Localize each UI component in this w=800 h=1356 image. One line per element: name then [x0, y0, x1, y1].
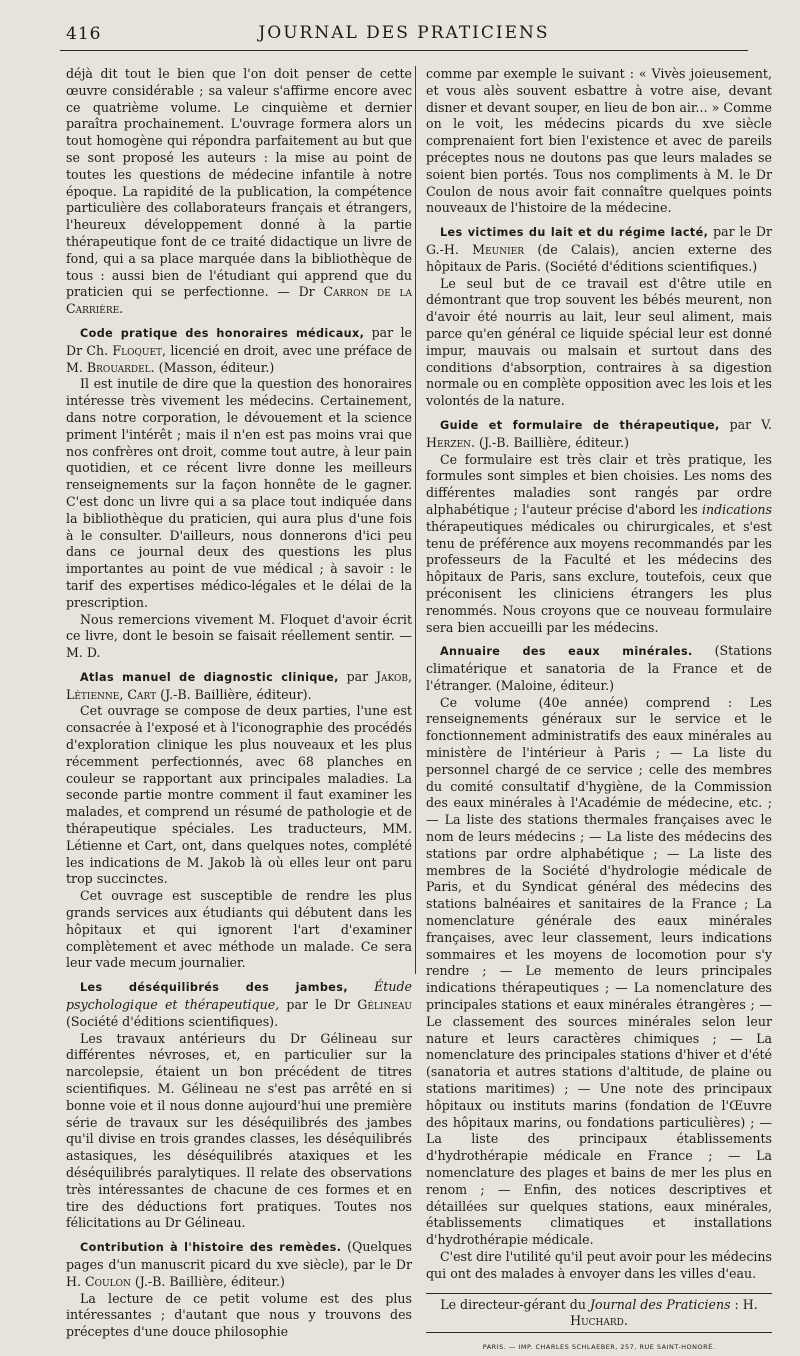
entry-body: C'est dire l'utilité qu'il peut avoir pour les médecins qui ont des malades à envoyer dans les villes d'eau.: [426, 1248, 772, 1281]
entry-body: Cet ouvrage est susceptible de rendre les plus grands services aux étudiants qui débutent dans les hôpitaux et qui ignorent l'art d'examiner complètement et avec méthode un malade. Ce sera leur vade mecum journalier.: [66, 888, 412, 971]
entry-author: Coulon: [85, 1273, 131, 1289]
printer-imprint: PARIS. — IMP. CHARLES SCHLAEBER, 257, RUE SAINT-HONORÉ.: [482, 1343, 716, 1352]
entry-author: Floquet: [112, 342, 163, 358]
entry-title: Annuaire des eaux minérales.: [440, 645, 693, 659]
director-text: .: [623, 1313, 628, 1329]
right-column: [426, 66, 772, 1356]
page-header: [60, 14, 748, 51]
entry-publisher: (J.-B. Baillière, éditeur.): [130, 1273, 285, 1289]
director-text: Le directeur-gérant du: [440, 1296, 590, 1312]
entry-title: Contribution à l'histoire des remèdes.: [80, 1241, 342, 1255]
entry-body-text: thérapeutiques médicales ou chirurgicales, et s'est tenu de préférence aux moyens recommandés par les professeurs de la Faculté et les médecins des hôpitaux de Paris, sans exclure, toutefois, ceux que préconisent les cliniciens étrangers les plus renommés. Nous croyons que ce nouveau formulaire sera bien accueilli par les médecins.: [426, 518, 772, 635]
entry-publisher: . (J.-B. Baillière, éditeur.): [471, 434, 630, 450]
entry-byline: par le Dr: [279, 997, 358, 1013]
entry-body: Le seul but de ce travail est d'être utile en démontrant que trop souvent les bébés meurent, non d'avoir été nourris au lait, leur seul aliment, mais parce qu'en général ce liquide spécial leur est donné impur, mauvais ou malsain et surtout dans des conditions d'absorption, contraires à sa digestion normale ou en complète opposition avec les lois et les volontés de la nature.: [426, 275, 772, 409]
review-entry-annuaire: [426, 643, 772, 1282]
entry-body-italic: indications: [701, 501, 772, 517]
page-number: 416: [66, 24, 102, 44]
entry-byline: par le Dr G.-H.: [426, 224, 773, 257]
entry-publisher: (J.-B. Baillière, éditeur).: [156, 686, 312, 702]
entry-body: Ce volume (40e année) comprend : Les renseignements généraux sur le service et le fonctionnement administratifs des eaux minérales au ministère de l'intérieur à Paris ; — La liste du personnel chargé de ce service ; celle des membres du comité consultatif d'hygiène, de la Commission des eaux minérales à l'Académie de médecine, etc. ; — La liste des stations thermales françaises avec le nom de leurs médecins ; — La liste des médecins des stations par ordre alphabétique ; — La liste des membres de la Société d'hydrologie médicale de Paris, et du Syndicat général des médecins des stations balnéaires et sanitaires de la France ; La nomenclature générale des eaux minérales françaises, avec leur classement, leurs indications sommaires et les moyens de locomotion pour s'y rendre ; — Le memento de leurs principales indications thérapeutiques ; — La nomenclature des principales stations et eaux minérales étrangères ; — Le classement des sources minérales selon leur nature et leurs caractères chimiques ; — La nomenclature des principales stations d'hiver et d'été (sanatoria et autres stations d'altitude, de plaine ou stations maritimes) ; — Une note des principaux hôpitaux ou instituts marins (fondation de l'Œuvre des hôpitaux marins, ou fondations particulières) ; — La liste des principaux établissements d'hydrothérapie médicale en France ; — La nomenclature des plages et bains de mer les plus en renom ; — Enfin, des notices descriptives et détaillées sur quelques stations, eaux minérales, établissements climatiques et installations d'hydrothérapie médicale.: [426, 694, 772, 1248]
entry-title: Code pratique des honoraires médicaux,: [80, 326, 365, 340]
entry-byline: par: [338, 668, 376, 684]
entry-author: Jakob, Létienne, Cart: [66, 668, 412, 702]
review-entry-desequilibres: [66, 979, 412, 1232]
entry-title: Les déséquilibrés des jambes,: [80, 981, 348, 995]
entry-publisher: . (Masson, éditeur.): [150, 359, 275, 375]
entry-publisher: (de Calais), ancien externe des hôpitaux de Paris. (Société d'éditions scientifiques.): [426, 241, 772, 274]
entry-subtitle: Étude psychologique et thérapeutique,: [66, 979, 412, 1013]
entry-title: Les victimes du lait et du régime lacté,: [440, 226, 709, 240]
entry-body: Nous remercions vivement M. Floquet d'avoir écrit ce livre, dont le besoin se faisait réellement sentir. — M. D.: [66, 611, 412, 661]
intro-text: déjà dit tout le bien que l'on doit penser de cette œuvre considérable ; sa valeur s'affirme encore avec ce quatrième volume. Le cinquième et dernier paraîtra prochainement. L'ouvrage formera alors un tout homogène qui répondra parfaitement au but que se sont proposé les auteurs : la mise au point de toutes les questions de médecine infantile à notre époque. La rapidité de la publication, la compétence particulière des collaborateurs français et étrangers, l'heureux développement donné à la partie thérapeutique font de ce traité didactique un livre de fond, qui a sa place marquée dans la bibliothèque de tous : aussi bien de l'étudiant qui apprend que du praticien qui se perfectionne. — Dr: [66, 66, 412, 300]
entry-body: Cet ouvrage se compose de deux parties, l'une est consacrée à l'exposé et à l'iconographie des procédés d'exploration clinique les plus nouveaux et les plus récemment perfectionnés, avec 68 planches en couleur se rapportant aux principales maladies. La seconde partie montre comment il faut examiner les malades, et comprend un résumé de pathologie et de thérapeutique spéciales. Les traducteurs, MM. Létienne et Cart, ont, dans quelques notes, complété les indications de M. Jakob là où elles leur ont paru trop succinctes.: [66, 703, 412, 887]
entry-byline: par le Dr Ch.: [66, 324, 412, 358]
entry-byline: par V.: [719, 416, 772, 432]
entry-author: Gélineau: [357, 997, 412, 1013]
entry-body: La lecture de ce petit volume est des plus intéressantes ; d'autant que nous y trouvons des préceptes d'une douce philosophie: [66, 1290, 412, 1340]
intro-paragraph: [66, 66, 412, 318]
continued-paragraph: comme par exemple le suivant : « Vivès joieusement, et vous alès souvent esbattre à votre aise, devant disner et devant souper, en lieu de bon air... » Comme on le voit, les médecins picards du xve siècle comprenaient fort bien l'existence et avec de pareils préceptes nous ne doutons pas que leurs malades se soient bien portés. Tous nos compliments à M. le Dr Coulon de nous avoir fait connaître quelques points nouveaux de l'histoire de la médecine.: [426, 66, 772, 216]
entry-preface-author: Brouardel: [86, 359, 151, 375]
entry-publisher: (Société d'éditions scientifiques).: [66, 1013, 279, 1029]
column-divider: [415, 66, 416, 974]
review-entry-atlas: [66, 669, 412, 972]
review-entry-formulaire: [426, 417, 772, 636]
entry-body-text: Ce formulaire est très clair et très pratique, les formules sont simples et bien choisies. Les noms des différentes maladies sont rangés par ordre alphabétique ; l'auteur précise d'abord les: [426, 451, 772, 517]
journal-title: JOURNAL DES PRATICIENS: [258, 23, 550, 43]
entry-body: Les travaux antérieurs du Dr Gélineau sur différentes névroses, et, en particulier sur la narcolepsie, étaient un bon précédent de titres scientifiques. M. Gélineau ne s'est pas arrêté en si bonne voie et il nous donne aujourd'hui une première série de travaux sur les déséquilibrés des jambes qu'il divise en trois grandes classes, les déséquilibrés astasiques, les déséquilibrés ataxiques et les déséquilibrés paralytiques. Il relate des observations très intéressantes de chacune de ces formes et en tire des déductions fort pratiques. Toutes nos félicitations au Dr Gélineau.: [66, 1030, 412, 1231]
entry-byline: (Quelques pages d'un manuscrit picard du xve siècle), par le Dr H.: [66, 1239, 412, 1289]
director-line: [426, 1293, 772, 1334]
entry-title: Guide et formulaire de thérapeutique,: [440, 418, 720, 432]
entry-body: Il est inutile de dire que la question des honoraires intéresse très vivement les médecins. Certainement, dans notre corporation, le dévouement et la science priment l'intérêt ; mais il n'en est pas moins vrai que nos confrères ont droit, comme tout autre, à leur pain quotidien, et ce récent livre donne les meilleurs renseignements sur la façon honnête de le gagner. C'est donc un livre qui a sa place tout indiquée dans la bibliothèque du praticien, qui aura plus d'une fois à le consulter. D'ailleurs, nous donnerons d'ici peu dans ce journal deux des questions les plus importantes au point de vue médical ; à savoir : le tarif des expertises médico-légales et le délai de la prescription.: [66, 376, 412, 610]
director-text: : H.: [730, 1296, 758, 1312]
review-entry-remedes: [66, 1239, 412, 1341]
entry-author: Herzen: [426, 434, 472, 450]
left-column: [66, 66, 412, 1341]
review-entry-honoraires: [66, 325, 412, 662]
intro-signature: Carron de la Carrière.: [66, 284, 412, 317]
director-journal: Journal des Praticiens: [589, 1296, 731, 1312]
entry-publisher: (Stations climatérique et sanatoria de la France et de l'étranger. (Maloine, éditeur.): [426, 643, 772, 693]
entry-byline-rest: , licencié en droit, avec une préface de M.: [66, 342, 412, 375]
director-name: Huchard: [570, 1313, 624, 1329]
entry-author: Meunier: [472, 241, 524, 257]
review-entry-lait: [426, 224, 772, 410]
entry-title: Atlas manuel de diagnostic clinique,: [80, 670, 339, 684]
entry-body: [426, 452, 772, 637]
